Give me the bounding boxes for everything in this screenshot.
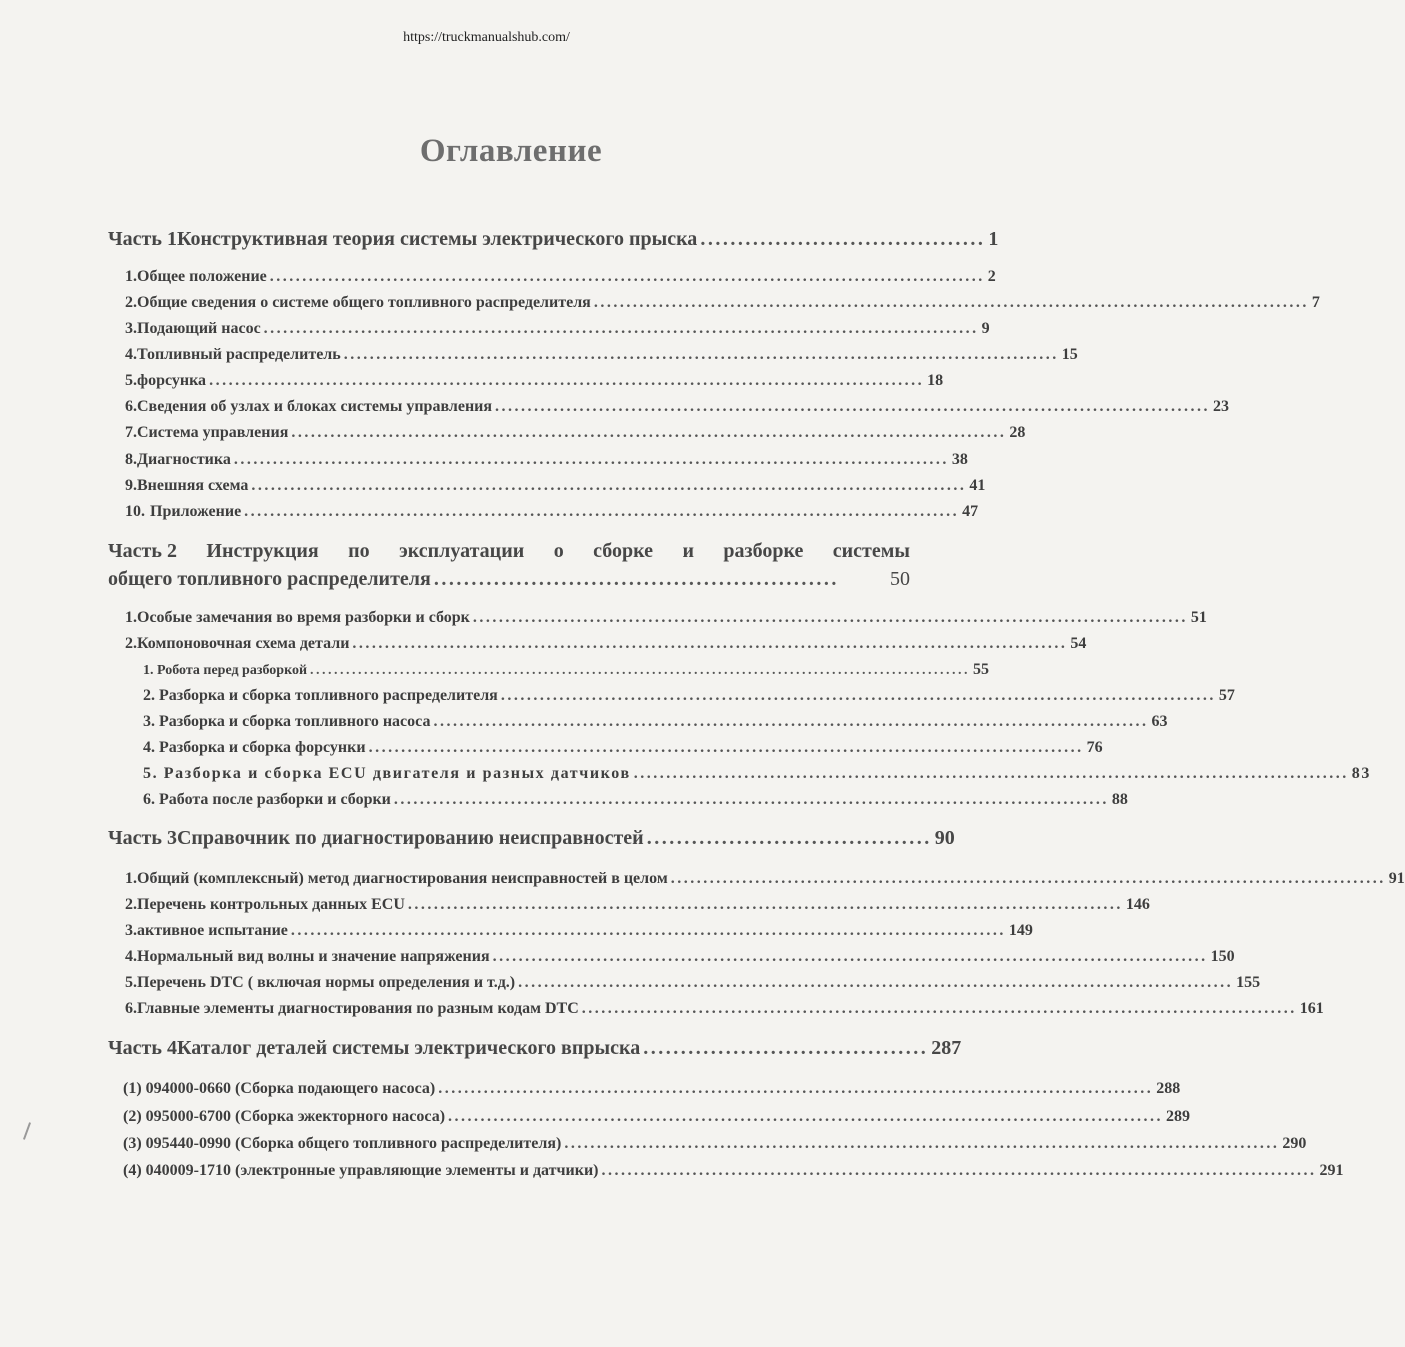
dot-leader: ..............................................................................................................	[343, 346, 1059, 363]
item-title: активное испытание	[137, 922, 288, 939]
part-label: Часть 1	[108, 228, 177, 250]
page-number: 88	[1111, 791, 1128, 808]
part-title-word: Инструкция	[206, 540, 319, 562]
part-4-entry[interactable]	[108, 1037, 962, 1060]
page-number: 18	[927, 372, 944, 389]
dot-leader: ..............................................................................................................	[263, 320, 979, 337]
item-title: форсунка	[137, 372, 207, 389]
dot-leader: ..............................................................................................................	[670, 870, 1386, 887]
dot-leader: ..............................................................................................................	[352, 635, 1068, 652]
part-title-word: о	[553, 540, 564, 562]
toc-item[interactable]	[123, 1135, 1307, 1153]
part-title-word: системы	[832, 540, 910, 562]
toc-item[interactable]	[125, 477, 986, 495]
dot-leader: ..............................................................................................................	[593, 294, 1309, 311]
dot-leader: ......................................................	[433, 568, 839, 590]
item-title: Перечень контрольных данных ECU	[137, 896, 405, 913]
page-number: 63	[1151, 713, 1168, 730]
toc-item[interactable]	[123, 1162, 1344, 1180]
item-number: 5.	[125, 974, 137, 991]
item-number: 9.	[125, 477, 137, 494]
part-title-word: сборке	[593, 540, 654, 562]
item-number: 6.	[125, 1000, 137, 1017]
item-title: Общее положение	[137, 268, 267, 285]
part-title: Каталог деталей системы электрического впрыска	[176, 1037, 641, 1059]
part-title-continued: общего топливного распределителя	[108, 568, 431, 590]
toc-item[interactable]	[125, 948, 1235, 966]
part-label: Часть 2	[108, 540, 177, 562]
dot-leader: ..............................................................................................................	[564, 1135, 1280, 1152]
page-number: 41	[969, 477, 986, 494]
part-title: Конструктивная теория системы электрического прыска	[176, 228, 698, 250]
page-number: 91	[1388, 870, 1405, 887]
item-title: Система управления	[137, 424, 289, 441]
item-title: (2) 095000-6700 (Сборка эжекторного насоса)	[123, 1108, 446, 1125]
dot-leader: ..............................................................................................................	[518, 974, 1234, 991]
scan-mark	[23, 1122, 31, 1140]
dot-leader: ..............................................................................................................	[291, 424, 1007, 441]
page-number: 38	[951, 451, 968, 468]
source-url[interactable]: https://truckmanualshub.com/	[403, 30, 570, 45]
item-number: 10.	[125, 503, 145, 520]
dot-leader: ..............................................................................................................	[244, 503, 960, 520]
page-number: 83	[1351, 765, 1371, 782]
page-number: 7	[1311, 294, 1320, 311]
subitem-title: 1. Робота перед разборкой	[143, 663, 308, 678]
item-number: 1.	[125, 268, 137, 285]
toc-item[interactable]	[125, 870, 1405, 888]
dot-leader: ..............................................................................................................	[438, 1080, 1154, 1097]
toc-item[interactable]	[125, 451, 968, 469]
page-number: 150	[1210, 948, 1235, 965]
dot-leader: ..............................................................................................................	[251, 477, 967, 494]
dot-leader: ..............................................................................................................	[633, 765, 1349, 782]
item-title: (4) 040009-1710 (электронные управляющие элементы и датчики)	[123, 1162, 599, 1179]
subitem-title: 2. Разборка и сборка топливного распределителя	[143, 687, 498, 704]
page-number: 290	[1282, 1135, 1307, 1152]
part-title-word: и	[682, 540, 694, 562]
toc-item[interactable]	[125, 922, 1033, 940]
item-number: 7.	[125, 424, 137, 441]
item-title: Нормальный вид волны и значение напряжения	[137, 948, 490, 965]
subitem-title: 6. Работа после разборки и сборки	[143, 791, 391, 808]
subitem-title: 5. Разборка и сборка ECU двигателя и разных датчиков	[143, 765, 631, 782]
page-number: 9	[981, 320, 990, 337]
page-number: 149	[1008, 922, 1033, 939]
page-number: 15	[1061, 346, 1078, 363]
toc-item[interactable]	[125, 635, 1087, 653]
toc-item[interactable]	[125, 268, 996, 286]
item-title: Общий (комплексный) метод диагностирования неисправностей в целом	[137, 870, 668, 887]
dot-leader: ..............................................................................................................	[601, 1162, 1317, 1179]
toc-subitem[interactable]	[143, 713, 1168, 731]
item-title: Компоновочная схема детали	[137, 635, 350, 652]
item-title: (3) 095440-0990 (Сборка общего топливного распределителя)	[123, 1135, 562, 1152]
toc-item[interactable]	[125, 372, 944, 390]
item-number: 1.	[125, 609, 137, 626]
toc-item[interactable]	[123, 1108, 1191, 1126]
dot-leader: ..............................................................................................................	[290, 922, 1006, 939]
page-number: 2	[987, 268, 996, 285]
toc-item[interactable]	[123, 1080, 1181, 1098]
dot-leader: ..............................................................................................................	[407, 896, 1123, 913]
dot-leader: ..............................................................................................................	[269, 268, 985, 285]
dot-leader: ..............................................................................................................	[393, 791, 1109, 808]
dot-leader: ......................................	[700, 228, 986, 250]
page-number: 57	[1218, 687, 1235, 704]
toc-subitem[interactable]	[143, 765, 1371, 783]
toc-item[interactable]	[125, 294, 1320, 312]
part-3-entry[interactable]	[108, 827, 955, 850]
item-number: 2.	[125, 294, 137, 311]
dot-leader: ......................................	[643, 1037, 929, 1059]
toc-item[interactable]	[125, 974, 1261, 992]
toc-item[interactable]	[125, 609, 1207, 627]
dot-leader: ..............................................................................................................	[368, 739, 1084, 756]
item-title: Главные элементы диагностирования по разным кодам DTC	[137, 1000, 579, 1017]
item-number: 3.	[125, 922, 137, 939]
toc-subitem[interactable]	[143, 661, 990, 679]
page-number: 28	[1009, 424, 1026, 441]
dot-leader: ..............................................................................................................	[492, 948, 1208, 965]
page-number: 289	[1166, 1108, 1191, 1125]
item-number: 4.	[125, 948, 137, 965]
toc-item[interactable]	[125, 320, 990, 338]
dot-leader: ..............................................................................................................	[500, 687, 1216, 704]
item-title: Приложение	[150, 503, 242, 520]
part-1-entry[interactable]	[108, 228, 999, 251]
page-number: 155	[1236, 974, 1261, 991]
page-number: 55	[973, 661, 990, 678]
toc-subitem[interactable]	[143, 739, 1103, 757]
page-number: 146	[1125, 896, 1150, 913]
toc-subitem[interactable]	[143, 791, 1128, 809]
toc-subitem[interactable]	[143, 687, 1235, 705]
item-title: Перечень DTC ( включая нормы определения и т.д.)	[137, 974, 516, 991]
item-title: Внешняя схема	[137, 477, 249, 494]
page-number: 287	[931, 1037, 962, 1059]
part-title-word: эксплуатации	[399, 540, 525, 562]
item-title: Сведения об узлах и блоках системы управления	[137, 398, 493, 415]
dot-leader: ..............................................................................................................	[433, 713, 1149, 730]
subitem-title: 3. Разборка и сборка топливного насоса	[143, 713, 431, 730]
item-title: (1) 094000-0660 (Сборка подающего насоса)	[123, 1080, 436, 1097]
item-number: 2.	[125, 635, 137, 652]
item-number: 8.	[125, 451, 137, 468]
page-number: 90	[934, 827, 955, 849]
dot-leader: ..............................................................................................................	[209, 372, 925, 389]
item-title: Подающий насос	[137, 320, 261, 337]
part-title-word: по	[348, 540, 370, 562]
toc-item[interactable]	[125, 503, 979, 521]
page-number: 47	[962, 503, 979, 520]
item-title: Топливный распределитель	[137, 346, 341, 363]
page-number: 23	[1213, 398, 1230, 415]
dot-leader: ..............................................................................................................	[448, 1108, 1164, 1125]
dot-leader: ..............................................................................................................	[472, 609, 1188, 626]
toc-item[interactable]	[125, 398, 1230, 416]
part-title: Справочник по диагностированию неисправностей	[176, 827, 644, 849]
item-title: Особые замечания во время разборки и сборк	[137, 609, 470, 626]
part-label: Часть 3	[108, 827, 177, 849]
dot-leader: ..............................................................................................................	[581, 1000, 1297, 1017]
item-number: 2.	[125, 896, 137, 913]
item-number: 6.	[125, 398, 137, 415]
dot-leader: ......................................	[646, 827, 932, 849]
part-2-entry[interactable]	[108, 540, 910, 563]
page-number: 161	[1299, 1000, 1324, 1017]
toc-item[interactable]	[125, 346, 1078, 364]
dot-leader: ..............................................................................................................	[233, 451, 949, 468]
page-title: Оглавление	[419, 133, 603, 169]
page-number: 76	[1086, 739, 1103, 756]
page-number: 1	[988, 228, 999, 250]
item-number: 3.	[125, 320, 137, 337]
subitem-title: 4. Разборка и сборка форсунки	[143, 739, 366, 756]
page-number: 50	[890, 568, 910, 590]
page-number: 291	[1319, 1162, 1344, 1179]
toc-item[interactable]	[125, 1000, 1324, 1018]
page-number: 54	[1070, 635, 1087, 652]
item-number: 1.	[125, 870, 137, 887]
part-2-entry-line2[interactable]	[108, 568, 910, 591]
page-number: 288	[1156, 1080, 1181, 1097]
toc-item[interactable]	[125, 896, 1150, 914]
toc-item[interactable]	[125, 424, 1026, 442]
page-number: 51	[1190, 609, 1207, 626]
item-number: 4.	[125, 346, 137, 363]
dot-leader: ..............................................................................................................	[495, 398, 1211, 415]
item-title: Общие сведения о системе общего топливного распределителя	[137, 294, 591, 311]
dot-leader: ..............................................................................................................	[310, 663, 971, 678]
item-title: Диагностика	[137, 451, 231, 468]
item-number: 5.	[125, 372, 137, 389]
part-label: Часть 4	[108, 1037, 177, 1059]
part-title-word: разборке	[723, 540, 804, 562]
